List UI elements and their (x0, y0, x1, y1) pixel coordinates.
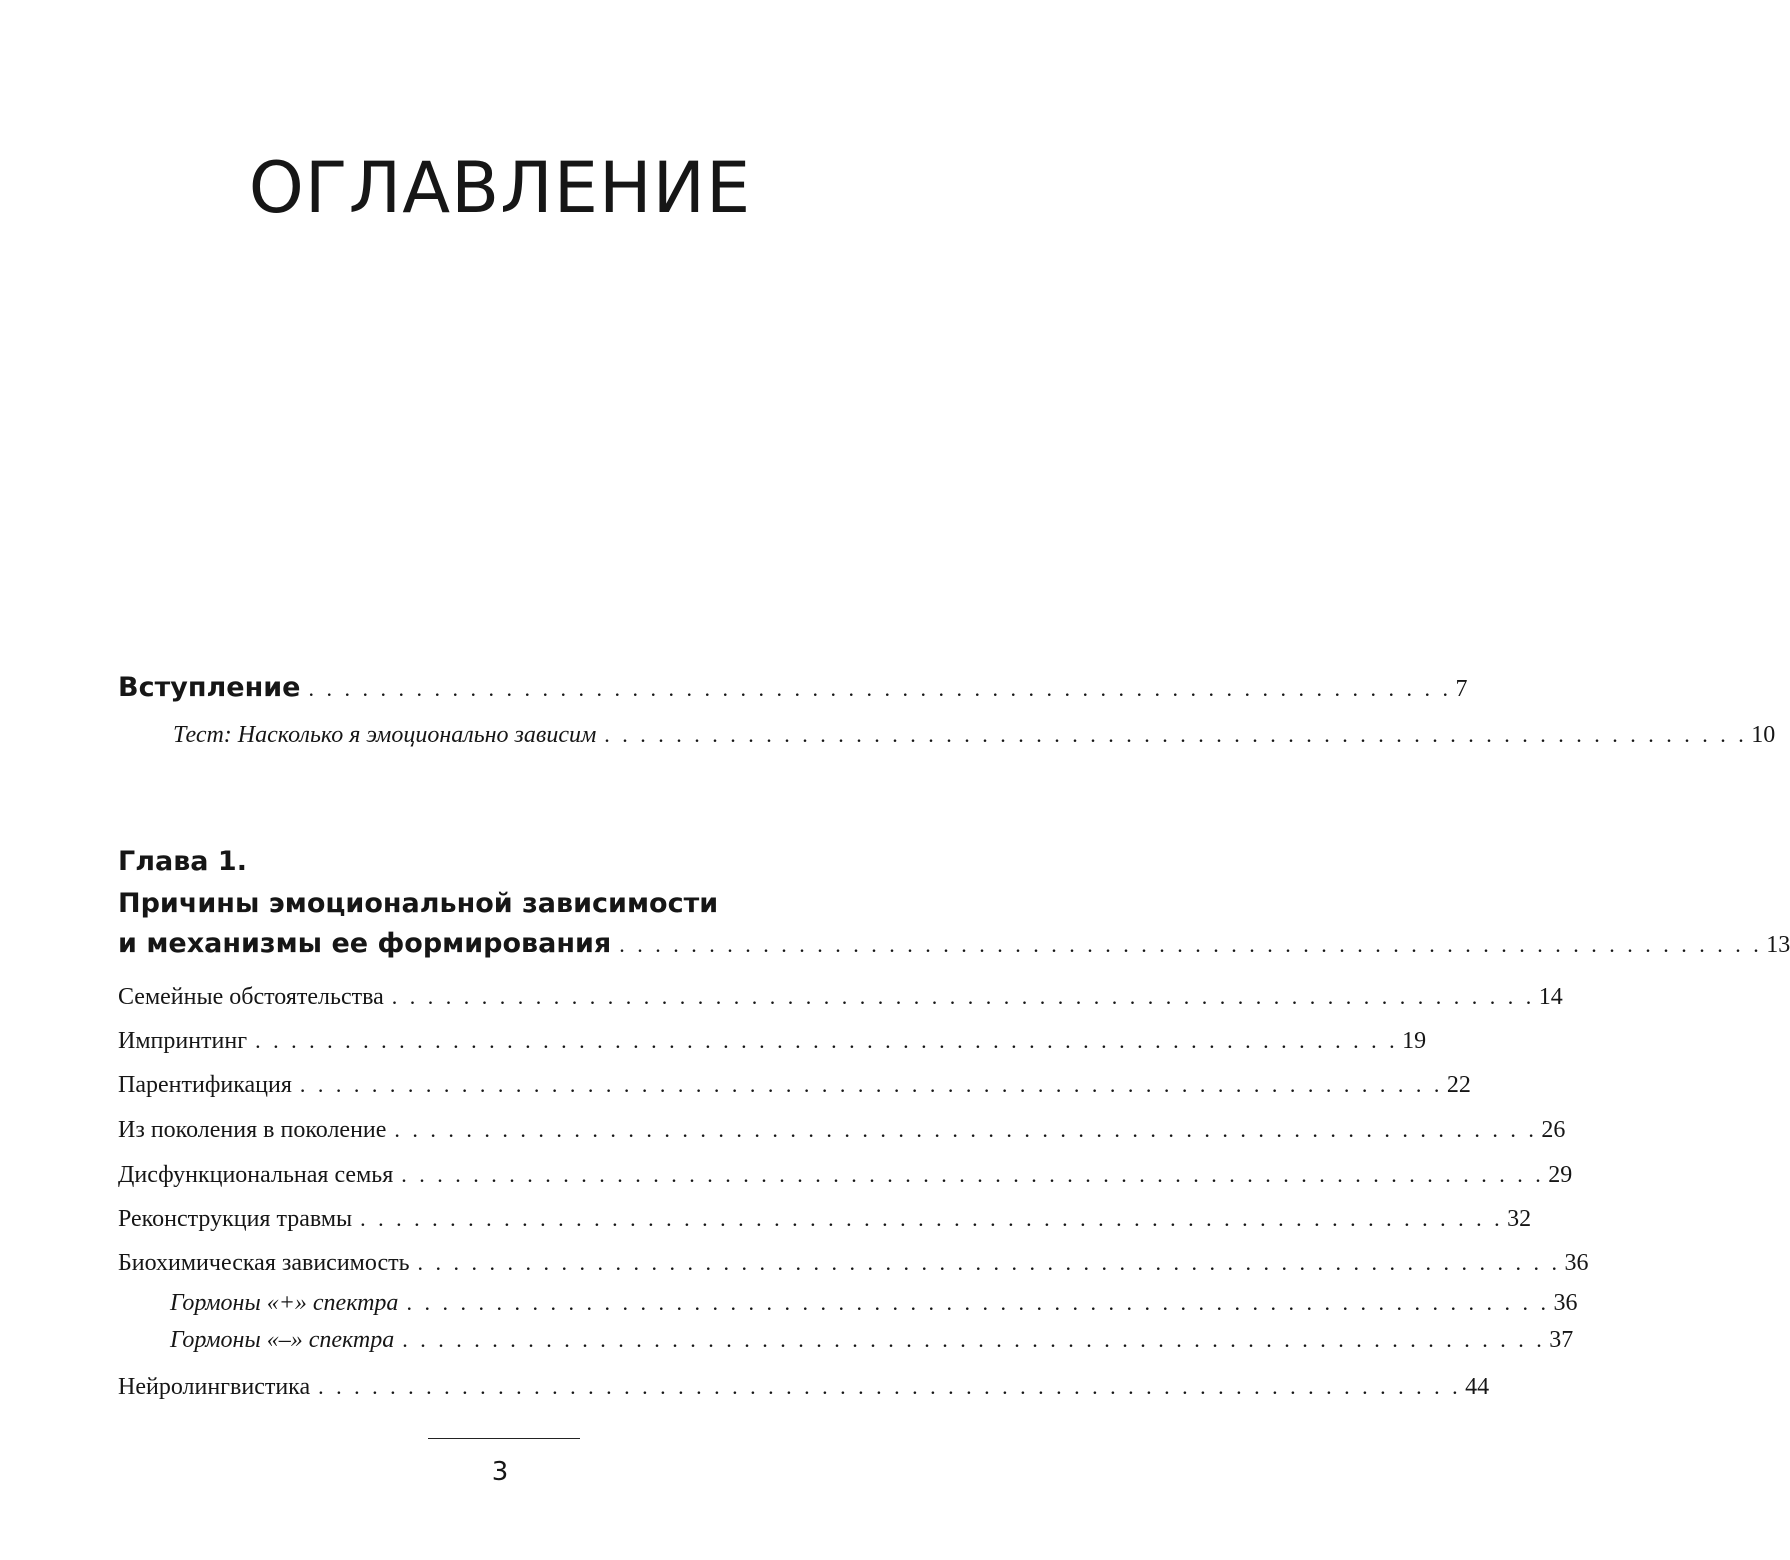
dot-leader: . . . . . . . . . . . . . . . . . . . . . . . . . . . . . . . . . . . . . . . . . . . . . . . . . . . . . . . . . . . . . . . . (619, 932, 1763, 957)
toc-entry-label: Гормоны «+» спектра (170, 1290, 399, 1316)
dot-leader: . . . . . . . . . . . . . . . . . . . . . . . . . . . . . . . . . . . . . . . . . . . . . . . . . . . . . . . . . . . . . . . . (406, 1290, 1550, 1315)
dot-leader: . . . . . . . . . . . . . . . . . . . . . . . . . . . . . . . . . . . . . . . . . . . . . . . . . . . . . . . . . . . . . . . . (604, 722, 1748, 747)
toc-entry (118, 1072, 1471, 1099)
dot-leader: . . . . . . . . . . . . . . . . . . . . . . . . . . . . . . . . . . . . . . . . . . . . . . . . . . . . . . . . . . . . . . . . (417, 1250, 1561, 1275)
dot-leader: . . . . . . . . . . . . . . . . . . . . . . . . . . . . . . . . . . . . . . . . . . . . . . . . . . . . . . . . . . . . . . . . (308, 676, 1452, 701)
page-number: 3 (491, 1457, 509, 1487)
toc-entry-label: Биохимическая зависимость (118, 1250, 410, 1276)
toc-subentry (170, 1290, 1578, 1317)
toc-entry (118, 1162, 1573, 1189)
dot-leader: . . . . . . . . . . . . . . . . . . . . . . . . . . . . . . . . . . . . . . . . . . . . . . . . . . . . . . . . . . . . . . . . (401, 1162, 1545, 1187)
footer-divider (428, 1438, 580, 1439)
toc-entry-intro (118, 672, 1468, 703)
toc-entry-page: 22 (1446, 1072, 1471, 1098)
toc-entry-page: 26 (1541, 1117, 1566, 1143)
dot-leader: . . . . . . . . . . . . . . . . . . . . . . . . . . . . . . . . . . . . . . . . . . . . . . . . . . . . . . . . . . . . . . . . (394, 1117, 1538, 1142)
toc-entry-label: Гормоны «–» спектра (170, 1327, 395, 1353)
toc-entry-label: Парентификация (118, 1072, 292, 1098)
page-title: ОГЛАВЛЕНИЕ (248, 147, 752, 229)
dot-leader: . . . . . . . . . . . . . . . . . . . . . . . . . . . . . . . . . . . . . . . . . . . . . . . . . . . . . . . . . . . . . . . . (299, 1072, 1443, 1097)
dot-leader: . . . . . . . . . . . . . . . . . . . . . . . . . . . . . . . . . . . . . . . . . . . . . . . . . . . . . . . . . . . . . . . . (318, 1374, 1462, 1399)
toc-entry-page: 7 (1455, 676, 1468, 702)
toc-entry-page: 32 (1507, 1206, 1532, 1232)
toc-entry-label: Дисфункциональная семья (118, 1162, 394, 1188)
toc-entry-page: 19 (1402, 1028, 1427, 1054)
toc-entry-label: Тест: Насколько я эмоционально зависим (173, 722, 597, 748)
toc-entry-label: Импринтинг (118, 1028, 248, 1054)
toc-entry-page: 36 (1564, 1250, 1589, 1276)
toc-entry-chapter-1 (118, 928, 1790, 959)
toc-entry (118, 1028, 1427, 1055)
toc-entry-label: Из поколения в поколение (118, 1117, 387, 1143)
toc-entry-page: 13 (1766, 932, 1790, 958)
toc-entry-page: 37 (1549, 1327, 1574, 1353)
toc-entry-page: 44 (1465, 1374, 1490, 1400)
toc-entry (118, 984, 1563, 1011)
toc-entry-label: Семейные обстоятельства (118, 984, 384, 1010)
dot-leader: . . . . . . . . . . . . . . . . . . . . . . . . . . . . . . . . . . . . . . . . . . . . . . . . . . . . . . . . . . . . . . . . (360, 1206, 1504, 1231)
dot-leader: . . . . . . . . . . . . . . . . . . . . . . . . . . . . . . . . . . . . . . . . . . . . . . . . . . . . . . . . . . . . . . . . (391, 984, 1535, 1009)
toc-entry-page: 36 (1553, 1290, 1578, 1316)
toc-entry-page: 29 (1548, 1162, 1573, 1188)
toc-entry-label: Нейролингвистика (118, 1374, 311, 1400)
chapter-title-line-2: и механизмы ее формирования (118, 928, 612, 959)
toc-entry (118, 1206, 1532, 1233)
chapter-title-line-1: Причины эмоциональной зависимости (118, 888, 719, 919)
dot-leader: . . . . . . . . . . . . . . . . . . . . . . . . . . . . . . . . . . . . . . . . . . . . . . . . . . . . . . . . . . . . . . . . (402, 1327, 1546, 1352)
toc-entry (118, 1250, 1589, 1277)
dot-leader: . . . . . . . . . . . . . . . . . . . . . . . . . . . . . . . . . . . . . . . . . . . . . . . . . . . . . . . . . . . . . . . . (255, 1028, 1399, 1053)
toc-entry-intro-test (173, 722, 1776, 749)
toc-entry-label: Вступление (118, 672, 301, 703)
chapter-number: Глава 1. (118, 846, 247, 877)
toc-entry-page: 10 (1751, 722, 1776, 748)
toc-entry (118, 1117, 1566, 1144)
toc-entry-label: Реконструкция травмы (118, 1206, 353, 1232)
toc-subentry (170, 1327, 1574, 1354)
toc-entry (118, 1374, 1490, 1401)
toc-entry-page: 14 (1538, 984, 1563, 1010)
